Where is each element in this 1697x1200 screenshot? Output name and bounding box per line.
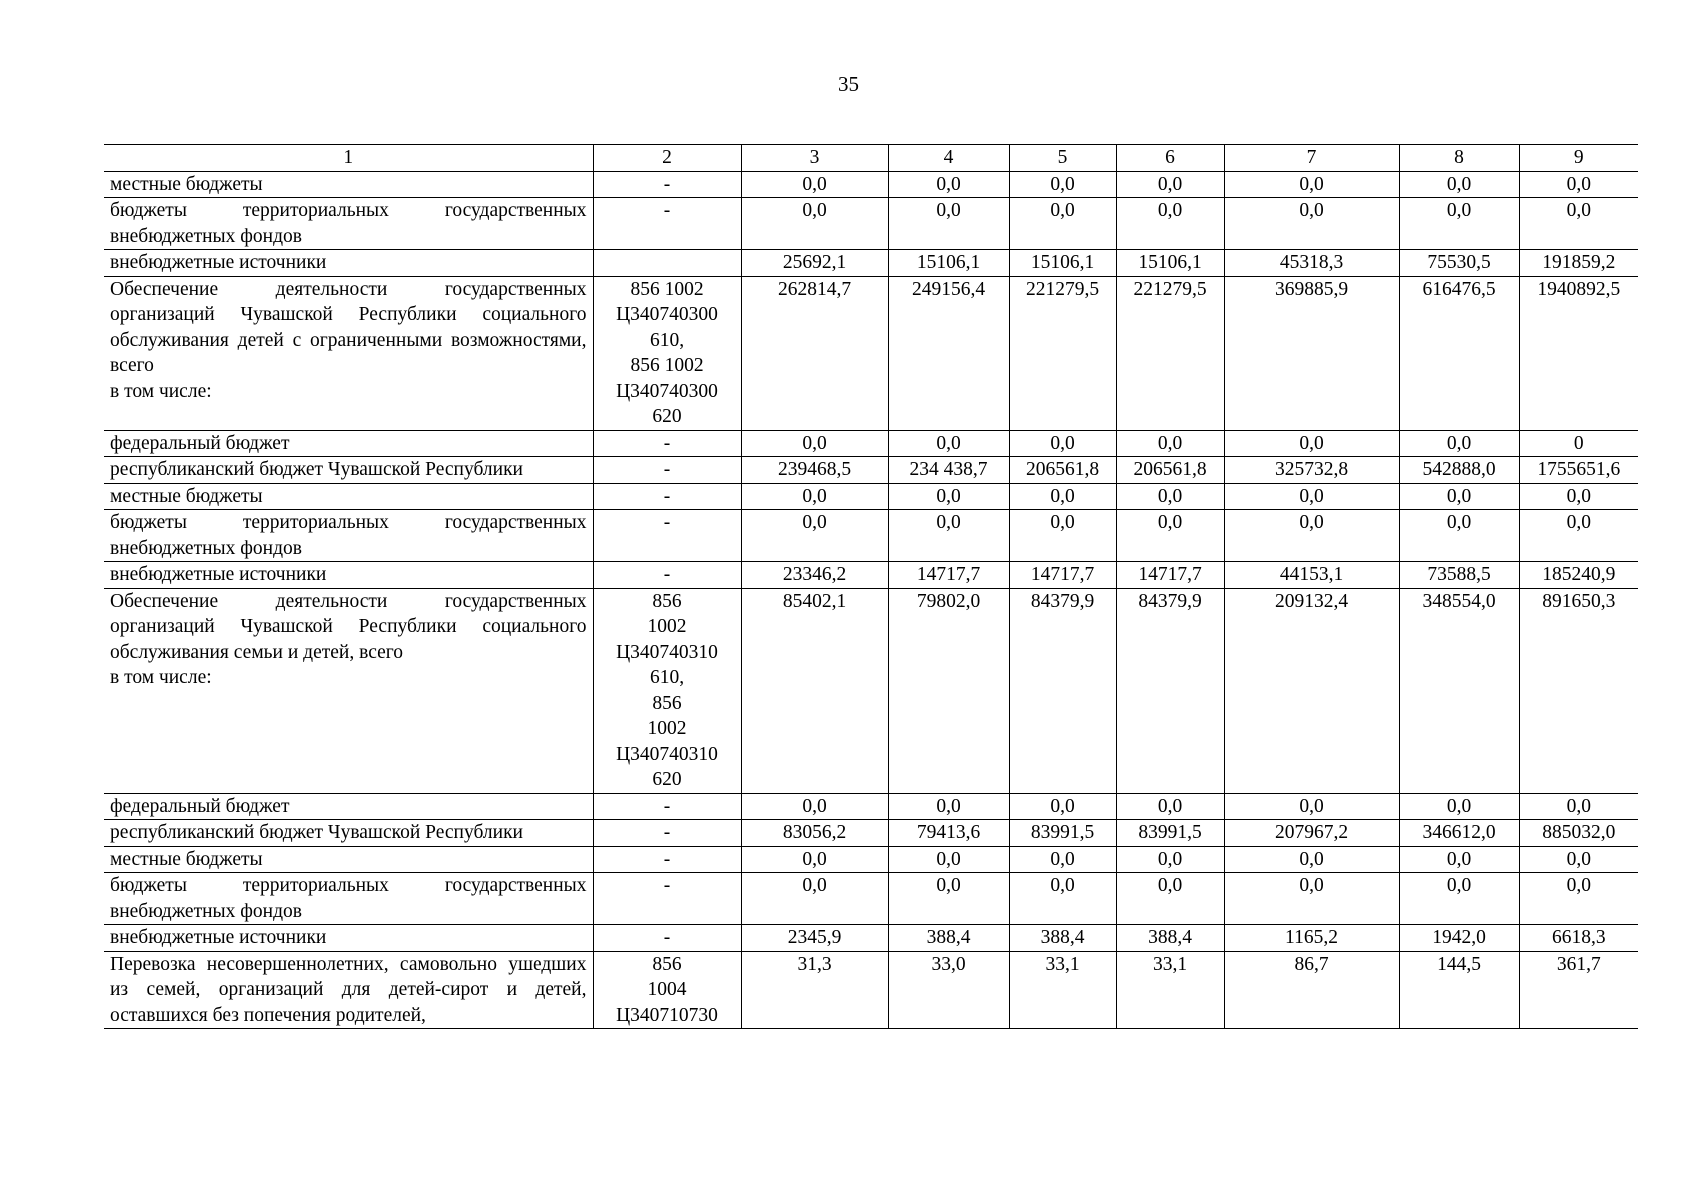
row-value-col-3: 0,0 <box>741 793 888 820</box>
row-value-col-6: 0,0 <box>1116 793 1224 820</box>
row-code-line: 856 <box>652 590 682 612</box>
row-value-col-9: 0 <box>1519 430 1638 457</box>
row-value-col-5: 33,1 <box>1009 951 1116 1029</box>
row-value-col-4: 0,0 <box>888 510 1009 562</box>
row-value-col-9: 0,0 <box>1519 846 1638 873</box>
row-value-col-9: 361,7 <box>1519 951 1638 1029</box>
row-value-col-3: 0,0 <box>741 483 888 510</box>
row-code-line: 856 1002 <box>630 278 704 300</box>
row-value-col-3: 25692,1 <box>741 250 888 277</box>
table-row <box>104 873 1638 925</box>
row-code <box>593 276 741 430</box>
row-value-col-5: 84379,9 <box>1009 588 1116 793</box>
table-row <box>104 171 1638 198</box>
row-code <box>593 588 741 793</box>
row-value-col-3: 262814,7 <box>741 276 888 430</box>
row-value-col-5: 388,4 <box>1009 925 1116 952</box>
row-name-line: федеральный бюджет <box>110 432 290 454</box>
row-value-col-8: 346612,0 <box>1399 820 1519 847</box>
row-value-col-7: 209132,4 <box>1224 588 1399 793</box>
row-value-col-8: 1942,0 <box>1399 925 1519 952</box>
row-value-col-5: 15106,1 <box>1009 250 1116 277</box>
column-header-5: 5 <box>1009 145 1116 172</box>
row-value-col-8: 75530,5 <box>1399 250 1519 277</box>
row-name-line: местные бюджеты <box>110 848 263 870</box>
row-code-line: 856 <box>652 692 682 714</box>
table-row <box>104 483 1638 510</box>
row-name <box>104 250 593 277</box>
table-row <box>104 793 1638 820</box>
row-value-col-5: 0,0 <box>1009 873 1116 925</box>
header-row <box>104 145 1638 172</box>
row-value-col-6: 388,4 <box>1116 925 1224 952</box>
row-value-col-3: 0,0 <box>741 510 888 562</box>
row-name <box>104 820 593 847</box>
row-name <box>104 483 593 510</box>
row-value-col-6: 15106,1 <box>1116 250 1224 277</box>
row-value-col-5: 0,0 <box>1009 793 1116 820</box>
row-value-col-8: 0,0 <box>1399 510 1519 562</box>
row-value-col-7: 0,0 <box>1224 483 1399 510</box>
row-value-col-6: 0,0 <box>1116 510 1224 562</box>
row-name <box>104 588 593 793</box>
row-value-col-7: 0,0 <box>1224 430 1399 457</box>
row-value-col-9: 891650,3 <box>1519 588 1638 793</box>
row-code-line: Ц340740310 <box>616 641 718 663</box>
table-row <box>104 457 1638 484</box>
row-value-col-8: 0,0 <box>1399 846 1519 873</box>
row-value-col-5: 14717,7 <box>1009 562 1116 589</box>
row-code-line: Ц340710730 <box>616 1004 718 1026</box>
row-name-line: бюджеты территориальных государственных внебюджетных фондов <box>110 200 587 247</box>
column-header-8: 8 <box>1399 145 1519 172</box>
row-name <box>104 510 593 562</box>
row-value-col-4: 249156,4 <box>888 276 1009 430</box>
table-row <box>104 276 1638 430</box>
row-value-col-7: 86,7 <box>1224 951 1399 1029</box>
table-row <box>104 198 1638 250</box>
table-row <box>104 250 1638 277</box>
row-code <box>593 873 741 925</box>
row-value-col-7: 0,0 <box>1224 510 1399 562</box>
column-header-2: 2 <box>593 145 741 172</box>
row-name-line: в том числе: <box>110 380 212 402</box>
row-value-col-7: 0,0 <box>1224 198 1399 250</box>
row-code <box>593 793 741 820</box>
row-value-col-8: 144,5 <box>1399 951 1519 1029</box>
row-value-col-3: 239468,5 <box>741 457 888 484</box>
row-value-col-6: 0,0 <box>1116 873 1224 925</box>
row-name <box>104 873 593 925</box>
row-value-col-3: 0,0 <box>741 430 888 457</box>
row-value-col-7: 207967,2 <box>1224 820 1399 847</box>
row-value-col-7: 369885,9 <box>1224 276 1399 430</box>
row-value-col-8: 542888,0 <box>1399 457 1519 484</box>
table-row <box>104 510 1638 562</box>
row-value-col-4: 79413,6 <box>888 820 1009 847</box>
row-name-line: местные бюджеты <box>110 173 263 195</box>
row-code-line: - <box>663 927 671 948</box>
row-name-line: бюджеты территориальных государственных внебюджетных фондов <box>110 512 587 559</box>
row-value-col-7: 0,0 <box>1224 793 1399 820</box>
row-name <box>104 171 593 198</box>
row-value-col-3: 0,0 <box>741 171 888 198</box>
row-value-col-5: 221279,5 <box>1009 276 1116 430</box>
row-code-line: - <box>663 564 671 585</box>
row-value-col-6: 221279,5 <box>1116 276 1224 430</box>
row-value-col-5: 0,0 <box>1009 483 1116 510</box>
row-value-col-3: 0,0 <box>741 846 888 873</box>
row-value-col-4: 79802,0 <box>888 588 1009 793</box>
column-header-1: 1 <box>104 145 593 172</box>
row-value-col-9: 0,0 <box>1519 483 1638 510</box>
row-code-line: Ц340740300 <box>616 304 718 325</box>
row-name-line: Обеспечение деятельности государственных организаций Чувашской Республики социального обслуживания семьи и детей, всего <box>110 590 587 663</box>
row-value-col-6: 0,0 <box>1116 198 1224 250</box>
row-value-col-8: 616476,5 <box>1399 276 1519 430</box>
row-name-line: республиканский бюджет Чувашской Республики <box>110 459 523 480</box>
row-name-line: внебюджетные источники <box>110 927 327 948</box>
row-value-col-3: 83056,2 <box>741 820 888 847</box>
row-code-line: 856 1002 <box>630 355 704 376</box>
row-value-col-3: 23346,2 <box>741 562 888 589</box>
row-name-line: местные бюджеты <box>110 485 263 507</box>
row-value-col-9: 1940892,5 <box>1519 276 1638 430</box>
row-code <box>593 430 741 457</box>
table-row <box>104 562 1638 589</box>
table-row <box>104 588 1638 793</box>
row-value-col-3: 0,0 <box>741 198 888 250</box>
column-header-3: 3 <box>741 145 888 172</box>
row-code <box>593 951 741 1029</box>
row-value-col-8: 0,0 <box>1399 171 1519 198</box>
row-value-col-4: 0,0 <box>888 198 1009 250</box>
row-code-line: 620 <box>652 406 682 427</box>
row-value-col-4: 0,0 <box>888 873 1009 925</box>
row-value-col-6: 83991,5 <box>1116 820 1224 847</box>
row-code-line: - <box>663 200 671 221</box>
row-value-col-6: 206561,8 <box>1116 457 1224 484</box>
row-value-col-6: 0,0 <box>1116 171 1224 198</box>
row-value-col-4: 0,0 <box>888 430 1009 457</box>
row-value-col-4: 234 438,7 <box>888 457 1009 484</box>
row-value-col-8: 73588,5 <box>1399 562 1519 589</box>
row-name <box>104 846 593 873</box>
row-value-col-5: 0,0 <box>1009 171 1116 198</box>
row-name <box>104 951 593 1029</box>
row-value-col-4: 15106,1 <box>888 250 1009 277</box>
row-code-line: 1004 <box>647 979 687 1000</box>
row-code-line: 610, <box>649 667 685 688</box>
row-value-col-4: 0,0 <box>888 483 1009 510</box>
row-value-col-7: 0,0 <box>1224 171 1399 198</box>
row-value-col-7: 44153,1 <box>1224 562 1399 589</box>
row-value-col-9: 191859,2 <box>1519 250 1638 277</box>
row-code-line <box>600 250 735 276</box>
column-header-9: 9 <box>1519 145 1638 172</box>
table-row <box>104 820 1638 847</box>
row-value-col-5: 206561,8 <box>1009 457 1116 484</box>
row-code-line: - <box>663 173 671 195</box>
row-code-line: Ц340740310 <box>616 743 718 765</box>
row-code <box>593 510 741 562</box>
row-code-line: 1002 <box>647 718 687 739</box>
row-code-line: - <box>663 459 671 480</box>
row-value-col-3: 2345,9 <box>741 925 888 952</box>
row-code-line: 856 <box>652 953 682 975</box>
column-header-4: 4 <box>888 145 1009 172</box>
row-code <box>593 457 741 484</box>
row-code <box>593 171 741 198</box>
column-header-6: 6 <box>1116 145 1224 172</box>
row-code <box>593 925 741 952</box>
row-code-line: 620 <box>652 769 682 790</box>
row-code-line: - <box>663 432 671 454</box>
row-value-col-6: 14717,7 <box>1116 562 1224 589</box>
row-value-col-3: 85402,1 <box>741 588 888 793</box>
row-code-line: - <box>663 795 671 817</box>
column-header-7: 7 <box>1224 145 1399 172</box>
row-name-line: в том числе: <box>110 667 212 688</box>
row-name-line: федеральный бюджет <box>110 795 290 817</box>
row-value-col-5: 0,0 <box>1009 430 1116 457</box>
row-name-line: внебюджетные источники <box>110 564 327 585</box>
table-body <box>104 171 1638 1029</box>
row-value-col-7: 45318,3 <box>1224 250 1399 277</box>
row-value-col-5: 0,0 <box>1009 846 1116 873</box>
row-value-col-6: 84379,9 <box>1116 588 1224 793</box>
row-name <box>104 276 593 430</box>
row-value-col-8: 0,0 <box>1399 483 1519 510</box>
row-name-line: Перевозка несовершеннолетних, самовольно ушедших из семей, организаций для детей-сирот и детей, оставшихся без попечения родителей, <box>110 953 587 1026</box>
row-value-col-7: 0,0 <box>1224 873 1399 925</box>
row-value-col-4: 388,4 <box>888 925 1009 952</box>
row-value-col-4: 33,0 <box>888 951 1009 1029</box>
row-code-line: - <box>663 485 671 507</box>
row-value-col-5: 83991,5 <box>1009 820 1116 847</box>
row-value-col-8: 0,0 <box>1399 198 1519 250</box>
row-value-col-8: 0,0 <box>1399 873 1519 925</box>
row-value-col-9: 0,0 <box>1519 171 1638 198</box>
row-value-col-3: 31,3 <box>741 951 888 1029</box>
row-value-col-6: 0,0 <box>1116 483 1224 510</box>
row-name-line: Обеспечение деятельности государственных организаций Чувашской Республики социального обслуживания детей с ограниченными возможностями, всего <box>110 278 587 376</box>
row-value-col-9: 0,0 <box>1519 198 1638 250</box>
row-name-line: внебюджетные источники <box>110 252 327 273</box>
row-value-col-9: 0,0 <box>1519 793 1638 820</box>
row-code-line: - <box>663 512 671 533</box>
table-row <box>104 430 1638 457</box>
row-code <box>593 250 741 277</box>
row-code-line: - <box>663 875 671 896</box>
row-value-col-6: 33,1 <box>1116 951 1224 1029</box>
row-value-col-4: 14717,7 <box>888 562 1009 589</box>
row-code <box>593 483 741 510</box>
row-code-line: Ц340740300 <box>616 380 718 402</box>
row-code-line: 1002 <box>647 616 687 637</box>
row-value-col-9: 185240,9 <box>1519 562 1638 589</box>
row-value-col-6: 0,0 <box>1116 430 1224 457</box>
row-code <box>593 198 741 250</box>
row-value-col-9: 6618,3 <box>1519 925 1638 952</box>
row-value-col-8: 0,0 <box>1399 793 1519 820</box>
row-value-col-6: 0,0 <box>1116 846 1224 873</box>
row-value-col-4: 0,0 <box>888 846 1009 873</box>
row-value-col-5: 0,0 <box>1009 510 1116 562</box>
page-number: 35 <box>838 72 859 96</box>
row-value-col-9: 885032,0 <box>1519 820 1638 847</box>
row-name-line: республиканский бюджет Чувашской Республики <box>110 822 523 843</box>
table-row <box>104 925 1638 952</box>
row-value-col-4: 0,0 <box>888 793 1009 820</box>
row-value-col-9: 0,0 <box>1519 510 1638 562</box>
row-value-col-4: 0,0 <box>888 171 1009 198</box>
row-value-col-8: 348554,0 <box>1399 588 1519 793</box>
row-name <box>104 562 593 589</box>
row-value-col-7: 1165,2 <box>1224 925 1399 952</box>
row-code <box>593 820 741 847</box>
row-name <box>104 430 593 457</box>
row-value-col-5: 0,0 <box>1009 198 1116 250</box>
row-code-line: - <box>663 848 671 870</box>
row-value-col-3: 0,0 <box>741 873 888 925</box>
row-name <box>104 793 593 820</box>
row-code <box>593 562 741 589</box>
row-value-col-8: 0,0 <box>1399 430 1519 457</box>
row-code-line: 610, <box>649 329 685 351</box>
row-name <box>104 457 593 484</box>
table-row <box>104 951 1638 1029</box>
row-code-line: - <box>663 822 671 843</box>
budget-table <box>104 144 1638 1029</box>
row-value-col-7: 325732,8 <box>1224 457 1399 484</box>
row-name-line: бюджеты территориальных государственных внебюджетных фондов <box>110 875 587 922</box>
row-name <box>104 925 593 952</box>
row-value-col-7: 0,0 <box>1224 846 1399 873</box>
row-name <box>104 198 593 250</box>
row-code <box>593 846 741 873</box>
row-value-col-9: 1755651,6 <box>1519 457 1638 484</box>
table-row <box>104 846 1638 873</box>
row-value-col-9: 0,0 <box>1519 873 1638 925</box>
